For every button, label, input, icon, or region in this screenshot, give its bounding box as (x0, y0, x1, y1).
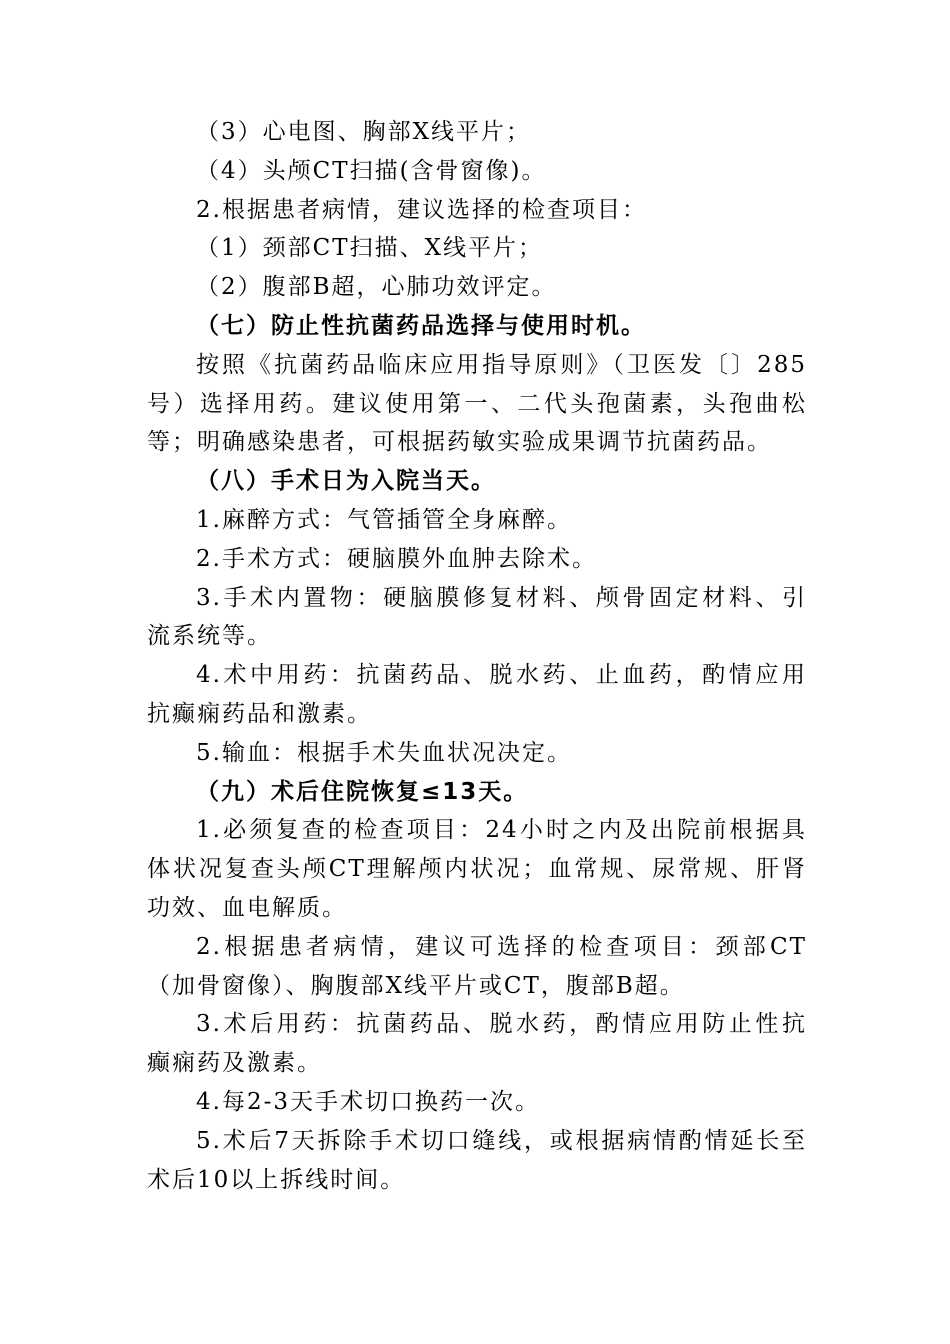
paragraph-line: 术后10以上拆线时间。 (147, 1166, 406, 1193)
paragraph-line: 按照《抗菌药品临床应用指导原则》（卫医发〔〕285 (196, 351, 807, 378)
text-line: 4.每2-3天手术切口换药一次。 (196, 1088, 540, 1115)
section-heading: （八）手术日为入院当天。 (196, 468, 496, 495)
paragraph-line: 体状况复查头颅CT理解颅内状况；血常规、尿常规、肝肾 (147, 856, 807, 883)
text-line: （4）头颅CT扫描(含骨窗像)。 (196, 157, 547, 184)
document-page (147, 113, 807, 1199)
text-line: （1）颈部CT扫描、X线平片； (196, 235, 543, 262)
paragraph-line: 1.必须复查的检查项目：24小时之内及出院前根据具 (196, 817, 807, 844)
paragraph-line: 2.根据患者病情，建议可选择的检查项目：颈部CT (196, 933, 807, 960)
paragraph-line: （加骨窗像）、胸腹部X线平片或CT，腹部B超。 (147, 972, 685, 999)
section-heading: （七）防止性抗菌药品选择与使用时机。 (196, 312, 646, 339)
paragraph-line: 4.术中用药：抗菌药品、脱水药、止血药，酌情应用 (196, 662, 807, 689)
paragraph-line: 抗癫痫药品和激素。 (147, 700, 372, 727)
paragraph-line: 流系统等。 (147, 623, 272, 650)
paragraph-line: 3.手术内置物：硬脑膜修复材料、颅骨固定材料、引 (196, 584, 807, 611)
text-line: 5.输血：根据手术失血状况决定。 (196, 739, 572, 766)
text-line: 2.手术方式：硬脑膜外血肿去除术。 (196, 545, 597, 572)
paragraph-line: 号）选择用药。建议使用第一、二代头孢菌素，头孢曲松 (147, 390, 807, 417)
text-line: 1.麻醉方式：气管插管全身麻醉。 (196, 506, 572, 533)
paragraph-line: 功效、血电解质。 (147, 894, 347, 921)
paragraph-line: 5.术后7天拆除手术切口缝线，或根据病情酌情延长至 (196, 1127, 807, 1154)
text-line: （2）腹部B超，心肺功效评定。 (196, 274, 557, 301)
paragraph-line: 癫痫药及激素。 (147, 1050, 322, 1077)
paragraph-line: 3.术后用药：抗菌药品、脱水药，酌情应用防止性抗 (196, 1011, 807, 1038)
paragraph-line: 等；明确感染患者，可根据药敏实验成果调节抗菌药品。 (147, 429, 772, 456)
text-line: 2.根据患者病情，建议选择的检查项目： (196, 196, 647, 223)
text-line: （3）心电图、胸部X线平片； (196, 119, 532, 145)
section-heading: （九）术后住院恢复≤13天。 (196, 778, 529, 805)
